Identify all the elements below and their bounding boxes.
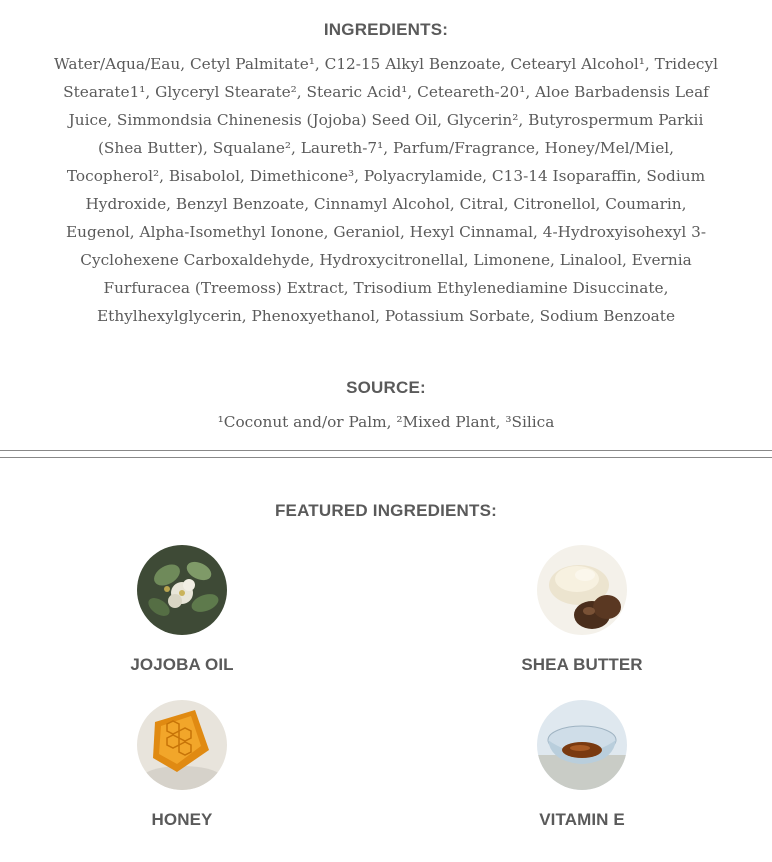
- honeycomb-image: [137, 700, 227, 790]
- featured-item-label: SHEA BUTTER: [521, 655, 643, 674]
- ingredients-list: Water/Aqua/Eau, Cetyl Palmitate¹, C12-15 Alkyl Benzoate, Cetearyl Alcohol¹, Tridecyl Stearate1¹, Glyceryl Stearate², Stearic Acid¹, Ceteareth-20¹, Aloe Barbadensis Leaf Juice, Simmondsia Chinenesis (Jojoba) Seed Oil, Glycerin², Butyrospermum Parkii (Shea Butter), Squalane², Laureth-7¹, Parfum/Fragrance, Honey/Mel/Miel, Tocopherol², Bisabolol, Dimethicone³, Polyacrylamide, C13-14 Isoparaffin, Sodium Hydroxide, Benzyl Benzoate, Cinnamyl Alcohol, Citral, Citronellol, Coumarin, Eugenol, Alpha-Isomethyl Ionone, Geraniol, Hexyl Cinnamal, 4-Hydroxyisohexyl 3-Cyclohexene Carboxaldehyde, Hydroxycitronellal, Limonene, Linalool, Evernia Furfuracea (Treemoss) Extract, Trisodium Ethylenediamine Disuccinate, Ethylhexylglycerin, Phenoxyethanol, Potassium Sorbate, Sodium Benzoate: [53, 55, 719, 325]
- featured-item-label: VITAMIN E: [539, 810, 625, 829]
- shea-butter-image: [537, 545, 627, 635]
- featured-item-shea-butter: [482, 545, 682, 675]
- jojoba-plant-image: [137, 545, 227, 635]
- featured-ingredients-heading: FEATURED INGREDIENTS:: [274, 501, 498, 520]
- featured-item-vitamin-e: [482, 700, 682, 830]
- featured-item-honey: [82, 700, 282, 830]
- featured-item-jojoba-oil: [82, 545, 282, 675]
- featured-item-label: JOJOBA OIL: [130, 655, 234, 674]
- source-text: ¹Coconut and/or Palm, ²Mixed Plant, ³Silica: [217, 413, 555, 431]
- featured-item-label: HONEY: [151, 810, 213, 829]
- vitamin-e-oil-image: [537, 700, 627, 790]
- source-heading: SOURCE:: [346, 378, 426, 397]
- divider-bottom: [0, 457, 772, 458]
- ingredients-heading: INGREDIENTS:: [323, 20, 449, 39]
- divider-top: [0, 450, 772, 451]
